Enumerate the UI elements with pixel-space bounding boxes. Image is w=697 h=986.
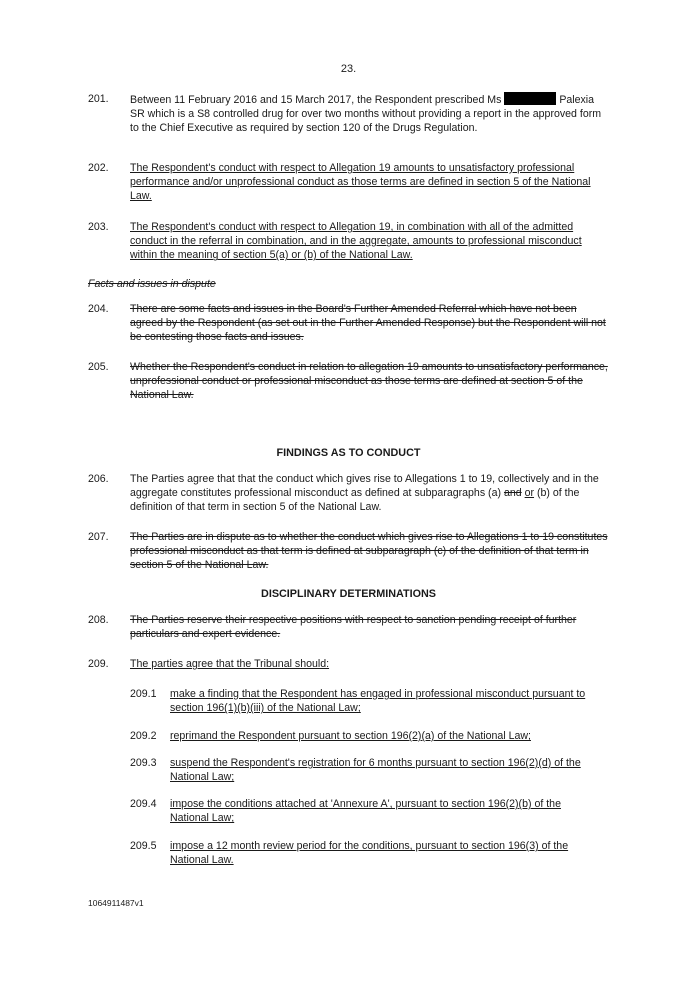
paragraph-text xyxy=(130,472,608,515)
paragraph-text: The Respondent's conduct with respect to Allegation 19 amounts to unsatisfactory professional performance and/or unprofessional conduct as those terms are defined in section 5 of the National Law. xyxy=(130,162,591,203)
subparagraph-text: reprimand the Respondent pursuant to section 196(2)(a) of the National Law; xyxy=(170,730,531,742)
inserted-word: or xyxy=(524,487,535,500)
subparagraph-text: impose a 12 month review period for the conditions, pursuant to section 196(3) of the National Law. xyxy=(170,840,569,867)
facts-in-dispute-heading: Facts and issues in dispute xyxy=(88,278,216,290)
subparagraph-number: 209.5 xyxy=(130,840,157,852)
paragraph-206 xyxy=(88,472,608,515)
paragraph-text: There are some facts and issues in the Board's Further Amended Referral which have not been agreed by the Respondent (as set out in the Further Amended Response) but the Respondent will not be contesting those facts and issues. xyxy=(130,303,606,344)
paragraph-text-part: Between 11 February 2016 and 15 March 2017, the Respondent prescribed Ms xyxy=(130,94,502,106)
subparagraph-209-5 xyxy=(130,839,590,867)
paragraph-207 xyxy=(88,530,608,573)
paragraph-number: 207. xyxy=(88,531,109,543)
paragraph-202 xyxy=(88,161,608,204)
paragraph-text: The Respondent's conduct with respect to Allegation 19, in combination with all of the admitted conduct in the referral in combination, and in the aggregate, amounts to professional misconduct within the meaning of section 5(a) or (b) of the National Law. xyxy=(130,221,582,262)
subparagraph-209-4 xyxy=(130,797,590,825)
paragraph-number: 209. xyxy=(88,658,109,670)
paragraph-text-part: (b) of the definition of that term in section 5 of the National Law. xyxy=(130,487,580,514)
paragraph-203 xyxy=(88,220,608,263)
paragraph-number: 204. xyxy=(88,303,109,315)
paragraph-text: The parties agree that the Tribunal should: xyxy=(130,658,330,670)
paragraph-text-part: Palexia SR which is a S8 controlled drug for over two months without providing a report in the approved form to the Chief Executive as required by section 120 of the Drugs Regulation. xyxy=(130,94,602,135)
paragraph-text-part: The Parties agree that that the conduct which gives rise to Allegations 1 to 19, collectively and in the aggregate constitutes professional misconduct as defined at subparagraphs (a) xyxy=(130,473,599,500)
paragraph-205 xyxy=(88,360,608,403)
paragraph-number: 206. xyxy=(88,473,109,485)
subparagraph-number: 209.3 xyxy=(130,757,157,769)
document-reference: 1064911487v1 xyxy=(88,898,144,908)
paragraph-number: 203. xyxy=(88,221,109,233)
redaction-box xyxy=(504,92,556,105)
subparagraph-text: make a finding that the Respondent has engaged in professional misconduct pursuant to section 196(1)(b)(iii) of the National Law; xyxy=(170,688,586,715)
paragraph-number: 201. xyxy=(88,93,109,105)
paragraph-209 xyxy=(88,657,608,671)
paragraph-text xyxy=(130,92,608,136)
subparagraph-number: 209.2 xyxy=(130,730,157,742)
subparagraph-text: impose the conditions attached at 'Annexure A', pursuant to section 196(2)(b) of the National Law; xyxy=(170,798,561,825)
paragraph-number: 208. xyxy=(88,614,109,626)
subparagraph-number: 209.4 xyxy=(130,798,157,810)
paragraph-201 xyxy=(88,92,608,136)
disciplinary-heading: DISCIPLINARY DETERMINATIONS xyxy=(261,588,436,600)
paragraph-text: Whether the Respondent's conduct in relation to allegation 19 amounts to unsatisfactory performance, unprofessional conduct or professional misconduct as those terms are defined at section 5 of the National Law. xyxy=(130,361,608,402)
subparagraph-209-3 xyxy=(130,756,590,784)
subparagraph-209-2 xyxy=(130,729,590,743)
paragraph-text: The Parties are in dispute as to whether the conduct which gives rise to Allegations 1 to 19 constitutes professional misconduct as that term is defined at subparagraph (c) of the definition of that term in section 5 of the National Law. xyxy=(130,531,608,572)
subparagraph-text: suspend the Respondent's registration for 6 months pursuant to section 196(2)(d) of the National Law; xyxy=(170,757,581,784)
struck-word: and xyxy=(503,487,522,500)
subparagraph-209-1 xyxy=(130,687,590,715)
subparagraph-number: 209.1 xyxy=(130,688,157,700)
paragraph-text: The Parties reserve their respective positions with respect to sanction pending receipt of further particulars and expert evidence. xyxy=(130,614,577,641)
paragraph-number: 202. xyxy=(88,162,109,174)
page-number: 23. xyxy=(340,63,357,75)
paragraph-204 xyxy=(88,302,608,345)
findings-heading: FINDINGS AS TO CONDUCT xyxy=(276,447,421,459)
paragraph-208 xyxy=(88,613,608,641)
paragraph-number: 205. xyxy=(88,361,109,373)
